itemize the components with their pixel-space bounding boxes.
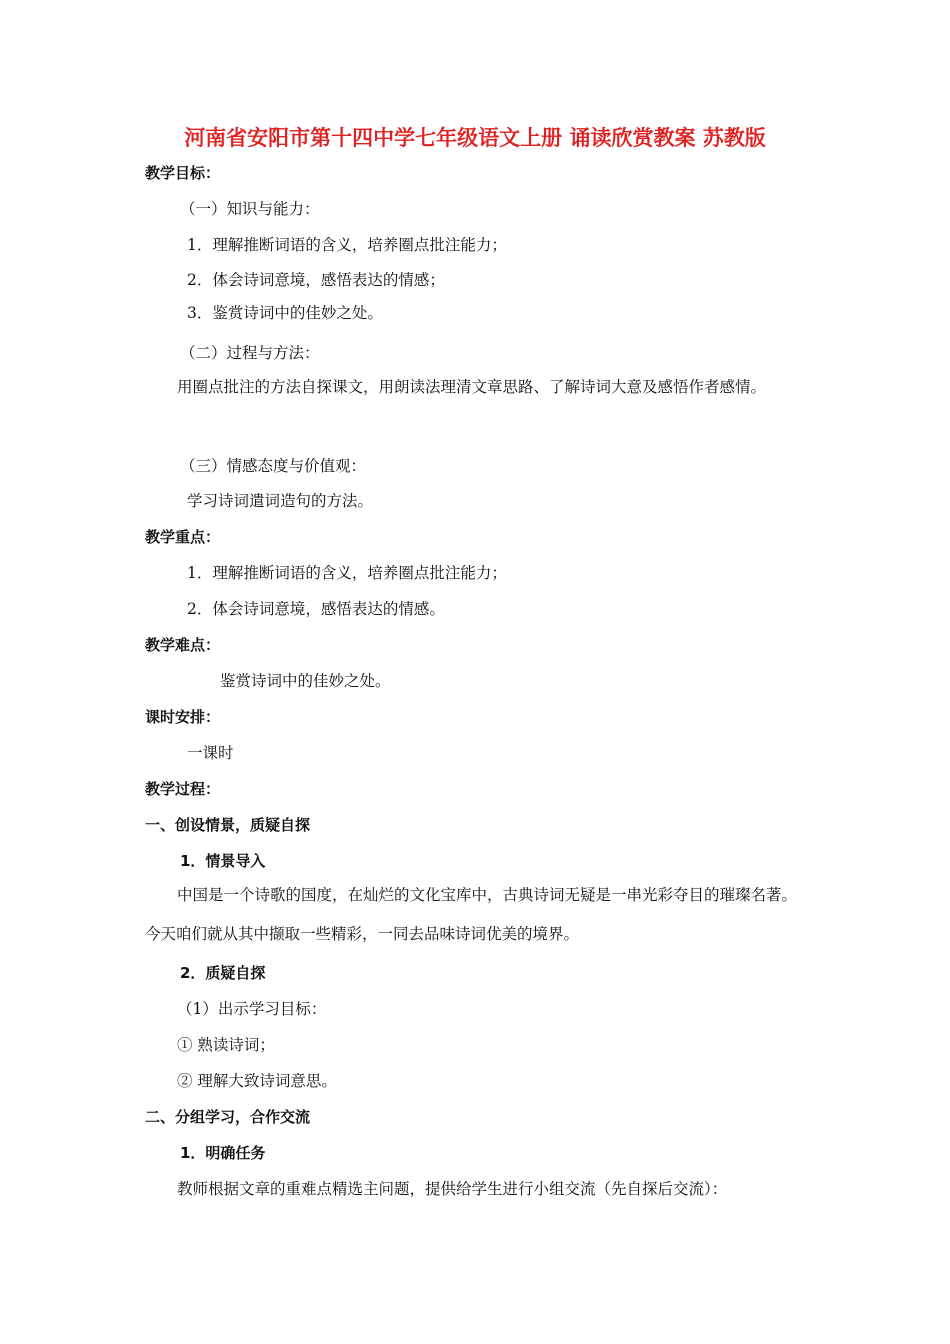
goal-process-text: 用圈点批注的方法自探课文，用朗读法理清文章思路、了解诗词大意及感悟作者感情。 (177, 378, 767, 396)
section-difficulties: 教学难点： (145, 636, 221, 654)
process-part-1-step-2-item-1: （1）出示学习目标： (177, 1000, 327, 1018)
section-key-points: 教学重点： (145, 528, 221, 546)
goal-knowledge-item-3: 3．鉴赏诗词中的佳妙之处。 (187, 304, 383, 322)
goal-knowledge-item-1: 1．理解推断词语的含义，培养圈点批注能力； (187, 236, 507, 254)
process-part-1-step-1-heading: 1．情景导入 (180, 852, 266, 870)
difficulty-1: 鉴赏诗词中的佳妙之处。 (220, 672, 391, 690)
goal-knowledge-item-2: 2．体会诗词意境，感悟表达的情感； (187, 271, 445, 289)
goal-knowledge-heading: （一）知识与能力： (180, 200, 320, 218)
process-part-1-step-2-item-3: ② 理解大致诗词意思。 (177, 1072, 337, 1090)
process-part-1-step-2-heading: 2．质疑自探 (180, 964, 266, 982)
section-schedule: 课时安排： (145, 708, 221, 726)
process-part-1-step-1-text: 中国是一个诗歌的国度，在灿烂的文化宝库中，古典诗词无疑是一串光彩夺目的璀璨名著。今天咱们就从其中撷取一些精彩，一同去品味诗词优美的境界。 (145, 886, 798, 943)
section-process: 教学过程： (145, 780, 221, 798)
process-part-2-step-1-text: 教师根据文章的重难点精选主问题，提供给学生进行小组交流（先自探后交流）： (177, 1180, 728, 1198)
process-part-2-step-1-heading: 1．明确任务 (180, 1144, 266, 1162)
process-part-2-heading: 二、分组学习，合作交流 (145, 1108, 311, 1126)
key-point-2: 2．体会诗词意境，感悟表达的情感。 (187, 600, 445, 618)
goal-emotion-text: 学习诗词遣词造句的方法。 (187, 492, 374, 510)
section-teaching-goals: 教学目标： (145, 164, 221, 182)
process-part-1-step-2-item-2: ① 熟读诗词； (177, 1036, 275, 1054)
document-title: 河南省安阳市第十四中学七年级语文上册 诵读欣赏教案 苏教版 (184, 126, 766, 150)
goal-emotion-heading: （三）情感态度与价值观： (180, 457, 367, 475)
schedule-text: 一课时 (187, 744, 234, 762)
process-part-1-heading: 一、创设情景，质疑自探 (145, 816, 311, 834)
key-point-1: 1．理解推断词语的含义，培养圈点批注能力； (187, 564, 507, 582)
goal-process-heading: （二）过程与方法： (180, 344, 320, 362)
